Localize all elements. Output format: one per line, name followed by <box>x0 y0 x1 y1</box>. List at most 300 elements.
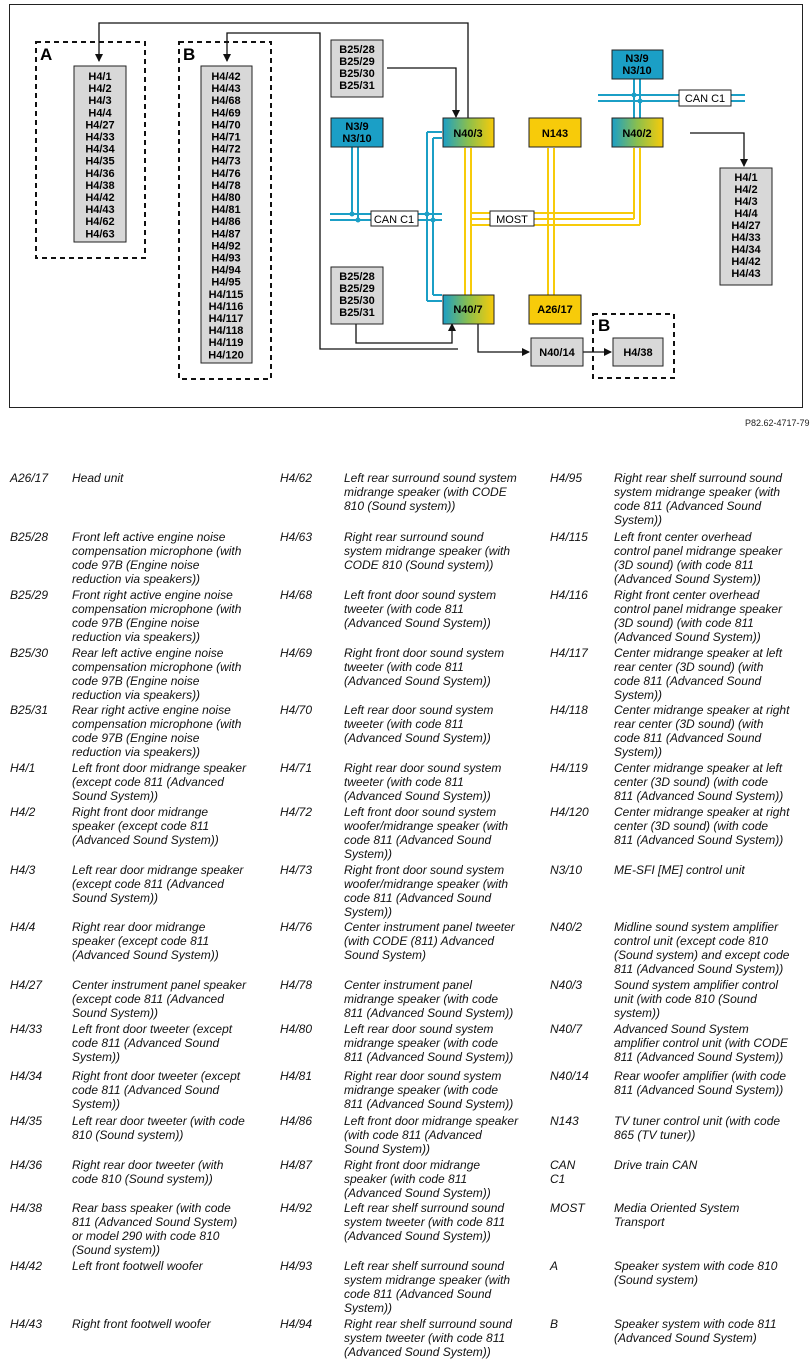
legend-description-line: (Advanced Sound System)) <box>344 731 491 745</box>
group-b-item: H4/116 <box>208 300 244 313</box>
legend-description-line: Advanced Sound System <box>614 1022 749 1036</box>
legend-description <box>614 530 799 586</box>
legend-description-line: 810 (Sound system)) <box>344 499 456 513</box>
legend-description <box>72 1317 257 1331</box>
n3-right-line2: N3/10 <box>622 65 652 77</box>
n40-2-output-item: H4/27 <box>731 220 761 232</box>
mic-top-item: B25/30 <box>339 68 375 80</box>
legend-description <box>344 1069 529 1111</box>
legend-description-line: 811 (Advanced Sound System)) <box>614 1050 784 1064</box>
group-b-label: B <box>183 45 196 64</box>
legend-description-line: CODE 810 (Sound system)) <box>344 558 494 572</box>
legend-description <box>614 761 799 803</box>
n40-2-output-item: H4/43 <box>731 268 761 280</box>
legend-code: H4/68 <box>280 588 313 602</box>
legend-description-line: (Advanced Sound System)) <box>344 674 491 688</box>
legend-description-line: (Advanced Sound System)) <box>344 1345 491 1359</box>
legend-description-line: Right front door midrange <box>344 1158 481 1172</box>
legend-code: N3/10 <box>550 863 583 877</box>
legend-description-line: (with code 811 (Advanced <box>344 1128 482 1142</box>
legend-description-line: code 811 (Advanced Sound <box>614 731 762 745</box>
legend-description-line: compensation microphone (with <box>72 660 242 674</box>
n40-3-label: N40/3 <box>453 128 483 140</box>
group-a-items <box>85 71 115 240</box>
legend-description-line: System)) <box>614 745 662 759</box>
group-b-item: H4/119 <box>208 337 244 350</box>
legend-code: A26/17 <box>10 471 49 485</box>
legend-description-line: Left front footwell woofer <box>72 1259 203 1273</box>
n3-right-line1: N3/9 <box>625 53 649 65</box>
legend-description-line: Center instrument panel speaker <box>72 978 247 992</box>
legend-description <box>72 646 257 702</box>
legend-description-line: compensation microphone (with <box>72 544 242 558</box>
group-a-item: H4/4 <box>88 107 112 120</box>
legend-description-line: 811 (Advanced Sound System)) <box>614 833 784 847</box>
legend-description-line: Media Oriented System <box>614 1201 740 1215</box>
legend-code: H4/76 <box>280 920 313 934</box>
n40-2-output-item: H4/1 <box>734 172 758 184</box>
legend-description-line: code 811 (Advanced Sound <box>614 499 762 513</box>
legend-code: H4/72 <box>280 805 313 819</box>
legend-description-line: System)) <box>614 513 662 527</box>
legend-description-line: midrange speaker (with code <box>344 1036 499 1050</box>
legend-description-line: code 811 (Advanced Sound <box>344 833 492 847</box>
legend-description-line: Right rear door midrange <box>72 920 206 934</box>
legend-code: H4/93 <box>280 1259 313 1273</box>
legend-description-line: speaker (except code 811 <box>72 934 210 948</box>
most-label: MOST <box>496 214 528 226</box>
n3-left-line2: N3/10 <box>342 133 372 145</box>
legend-description <box>614 588 799 644</box>
group-b-item: H4/72 <box>211 143 241 156</box>
n40-2-output-item: H4/33 <box>731 232 761 244</box>
legend-description-line: reduction via speakers)) <box>72 688 201 702</box>
legend-code: H4/69 <box>280 646 313 660</box>
legend-code: B25/28 <box>10 530 49 544</box>
legend-description <box>614 863 799 877</box>
legend-description-line: Head unit <box>72 471 124 485</box>
legend-description <box>614 1114 799 1142</box>
legend-description-line: Left rear surround sound system <box>344 471 517 485</box>
legend-description-line: (except code 811 (Advanced <box>72 877 224 891</box>
legend-code: H4/3 <box>10 863 36 877</box>
legend-description-line: system tweeter (with code 811 <box>344 1331 506 1345</box>
legend-description-line: (Advanced Sound System) <box>614 1331 757 1345</box>
legend-code: H4/36 <box>10 1158 43 1172</box>
legend-description <box>344 761 529 803</box>
legend-description-line: Drive train CAN <box>614 1158 698 1172</box>
group-a-item: H4/2 <box>88 83 112 96</box>
legend-description-line: Left front center overhead <box>614 530 752 544</box>
group-b-item: H4/73 <box>211 155 241 168</box>
legend-code: H4/27 <box>10 978 43 992</box>
legend-description <box>344 646 529 688</box>
group-b-item: H4/78 <box>211 179 241 192</box>
legend-description <box>614 1201 799 1229</box>
legend-description <box>72 978 257 1020</box>
legend-code: H4/38 <box>10 1201 43 1215</box>
legend-description-line: 811 (Advanced Sound System)) <box>614 1083 784 1097</box>
mic-top-item: B25/29 <box>339 56 375 68</box>
legend-description <box>614 1022 799 1064</box>
legend-description-line: speaker (except code 811 <box>72 819 210 833</box>
group-b-item: H4/95 <box>211 276 241 289</box>
group-a-label: A <box>40 45 53 64</box>
legend-description-line: Rear woofer amplifier (with code <box>614 1069 787 1083</box>
n40-2-output-item: H4/2 <box>734 184 758 196</box>
legend-description-line: Left rear shelf surround sound <box>344 1201 505 1215</box>
group-b-item: H4/70 <box>211 119 241 132</box>
legend-description-line: 811 (Advanced Sound System)) <box>614 789 784 803</box>
legend-description-line: (except code 811 (Advanced <box>72 992 224 1006</box>
legend-description-line: Right rear door sound system <box>344 761 502 775</box>
group-b-item: H4/87 <box>211 228 241 241</box>
legend-description <box>344 978 529 1020</box>
legend-code: H4/86 <box>280 1114 313 1128</box>
legend-description-line: (Advanced Sound System)) <box>344 1186 491 1200</box>
legend-description-line: Center midrange speaker at left <box>614 761 783 775</box>
legend-description <box>614 471 799 527</box>
legend-description-line: System)) <box>344 847 392 861</box>
n40-2-output-item: H4/3 <box>734 196 758 208</box>
legend-description-line: Right front door tweeter (except <box>72 1069 241 1083</box>
n40-2-output-item: H4/34 <box>731 244 761 256</box>
legend-description-line: center (3D sound) (with code <box>614 819 769 833</box>
legend-description-line: tweeter (with code 811 <box>344 660 464 674</box>
legend-description-line: Front right active engine noise <box>72 588 233 602</box>
group-a-item: H4/34 <box>85 143 115 156</box>
legend-description-line: reduction via speakers)) <box>72 745 201 759</box>
legend-code: H4/33 <box>10 1022 43 1036</box>
legend-description-line: Left front door sound system <box>344 805 497 819</box>
legend-code: H4/70 <box>280 703 313 717</box>
legend-description <box>344 1158 529 1200</box>
legend-description <box>344 703 529 745</box>
group-b-item: H4/117 <box>208 313 244 325</box>
legend-description-line: center (3D sound) (with code <box>614 775 769 789</box>
legend-code: N40/14 <box>550 1069 589 1083</box>
legend-code: H4/118 <box>550 703 588 717</box>
n40-2-output-item: H4/4 <box>734 208 758 220</box>
legend-code: H4/4 <box>10 920 36 934</box>
legend-description-line: 811 (Advanced Sound System)) <box>344 1006 514 1020</box>
legend-description-line: (Advanced Sound System)) <box>72 833 219 847</box>
legend-description-line: system midrange speaker (with <box>344 1273 511 1287</box>
legend-description-line: (Advanced Sound System)) <box>344 616 491 630</box>
mic-bottom-item: B25/29 <box>339 283 375 295</box>
legend-code: H4/94 <box>280 1317 313 1331</box>
n40-2-output-item: H4/42 <box>731 256 761 268</box>
legend-code: H4/35 <box>10 1114 43 1128</box>
legend-code: H4/63 <box>280 530 313 544</box>
legend-code: H4/92 <box>280 1201 313 1215</box>
legend-code: H4/71 <box>280 761 313 775</box>
legend-description-line: Right rear surround sound <box>344 530 484 544</box>
legend-code: H4/42 <box>10 1259 43 1273</box>
legend-description <box>72 1069 257 1111</box>
legend-code: H4/87 <box>280 1158 313 1172</box>
legend-description <box>614 978 799 1020</box>
legend-code: N40/2 <box>550 920 583 934</box>
legend-description-line: (with CODE (811) Advanced <box>344 934 495 948</box>
legend-description-line: Left rear door sound system <box>344 1022 494 1036</box>
legend-code: H4/81 <box>280 1069 313 1083</box>
legend-description-line: control unit (except code 810 <box>614 934 769 948</box>
group-b-item: H4/94 <box>211 264 241 277</box>
legend-code: H4/116 <box>550 588 588 602</box>
legend-description-line: woofer/midrange speaker (with <box>344 877 509 891</box>
group-b-item: H4/71 <box>211 131 241 144</box>
group-b-item: H4/81 <box>211 204 241 217</box>
legend-description-line: Right front center overhead <box>614 588 760 602</box>
legend-description-line: Right front door sound system <box>344 863 505 877</box>
legend-description-line: System)) <box>72 1097 120 1111</box>
legend-description-line: (3D sound) (with code 811 <box>614 616 754 630</box>
legend-code: B25/31 <box>10 703 49 717</box>
legend-description <box>614 1158 799 1172</box>
mic-top-item: B25/31 <box>339 80 375 92</box>
legend-description-line: speaker (with code 811 <box>344 1172 468 1186</box>
legend-description-line: Left rear door midrange speaker <box>72 863 244 877</box>
legend-description-line: code 810 (Sound system)) <box>72 1172 213 1186</box>
legend-code: H4/78 <box>280 978 313 992</box>
legend-description-line: (Advanced Sound System)) <box>614 630 761 644</box>
legend-description-line: system midrange speaker (with <box>344 544 511 558</box>
group-b-item: H4/120 <box>208 349 244 362</box>
legend-description-line: ME-SFI [ME] control unit <box>614 863 745 877</box>
legend-description-line: rear center (3D sound) (with <box>614 717 764 731</box>
mic-bottom-item: B25/30 <box>339 295 375 307</box>
group-a-item: H4/1 <box>88 71 112 83</box>
legend-code: H4/73 <box>280 863 313 877</box>
legend-description-line: Sound System)) <box>72 1006 159 1020</box>
legend-description <box>72 1022 257 1064</box>
legend-description-line: Rear bass speaker (with code <box>72 1201 231 1215</box>
legend-code: N143 <box>550 1114 579 1128</box>
legend-description-line: (Advanced Sound System)) <box>344 1229 491 1243</box>
legend-description <box>344 471 529 513</box>
mic-box-top-items <box>339 44 374 92</box>
legend-description-line: (Sound system)) <box>72 1243 161 1257</box>
group-a-item: H4/35 <box>85 155 115 168</box>
legend-description-line: Center midrange speaker at right <box>614 805 790 819</box>
group-b-item: H4/86 <box>211 216 241 229</box>
legend-description-line: Left front door sound system <box>344 588 497 602</box>
group-a-item: H4/27 <box>85 119 115 132</box>
legend-description-line: Center midrange speaker at left <box>614 646 783 660</box>
legend-code: H4/95 <box>550 471 583 485</box>
legend-description-line: (Advanced Sound System)) <box>72 948 219 962</box>
group-b-item: H4/76 <box>211 167 241 180</box>
group-b-item: H4/92 <box>211 240 241 253</box>
figure-reference: P82.62-4717-79 <box>745 418 810 428</box>
legend-description-line: Rear right active engine noise <box>72 703 231 717</box>
legend-description-line: tweeter (with code 811 <box>344 717 464 731</box>
legend-description <box>614 703 799 759</box>
legend-description-line: Left front door midrange speaker <box>344 1114 519 1128</box>
legend-description-line: reduction via speakers)) <box>72 572 201 586</box>
wiring-diagram <box>0 0 811 420</box>
legend-description <box>344 920 529 962</box>
legend-description-line: Left rear door sound system <box>344 703 494 717</box>
legend-code: H4/119 <box>550 761 588 775</box>
legend-description-line: TV tuner control unit (with code <box>614 1114 781 1128</box>
n3-left-line1: N3/9 <box>345 121 369 133</box>
legend-description <box>344 805 529 861</box>
group-a-item: H4/63 <box>85 228 115 241</box>
legend-code: H4/80 <box>280 1022 313 1036</box>
legend-description-line: reduction via speakers)) <box>72 630 201 644</box>
diagram-frame <box>10 5 803 408</box>
mic-box-bottom-items <box>339 271 374 319</box>
legend-description <box>614 1259 799 1287</box>
legend-code: H4/43 <box>10 1317 43 1331</box>
can-right-label: CAN C1 <box>684 93 726 105</box>
legend-code: H4/1 <box>10 761 36 775</box>
legend-description-line: or model 290 with code 810 <box>72 1229 220 1243</box>
legend-description-line: System)) <box>72 1050 120 1064</box>
legend-description-line: compensation microphone (with <box>72 717 242 731</box>
legend-description-line: Speaker system with code 811 <box>614 1317 777 1331</box>
legend-description-line: Sound System)) <box>344 1142 431 1156</box>
legend-description-line: 810 (Sound system)) <box>72 1128 184 1142</box>
legend-description-line: Transport <box>614 1215 665 1229</box>
n40-7-label: N40/7 <box>453 304 483 316</box>
legend-description <box>72 703 257 759</box>
legend-description <box>614 1317 799 1345</box>
legend-code: H4/115 <box>550 530 588 544</box>
legend-description <box>72 1114 257 1142</box>
legend-description <box>614 920 799 976</box>
legend-description <box>344 588 529 630</box>
legend-description-line: Center instrument panel <box>344 978 473 992</box>
legend-code: H4/117 <box>550 646 588 660</box>
legend-description-line: (3D sound) (with code 811 <box>614 558 754 572</box>
legend-description-line: System)) <box>614 688 662 702</box>
mic-bottom-item: B25/28 <box>339 271 375 283</box>
legend-description-line: 865 (TV tuner)) <box>614 1128 696 1142</box>
legend-description-line: code 811 (Advanced Sound <box>344 891 492 905</box>
legend-code: B25/30 <box>10 646 49 660</box>
legend-description-line: Rear left active engine noise <box>72 646 224 660</box>
group-a-item: H4/33 <box>85 131 115 144</box>
legend-description <box>344 530 529 572</box>
mic-top-item: B25/28 <box>339 44 375 56</box>
legend-description-line: Center instrument panel tweeter <box>344 920 515 934</box>
group-b-items <box>208 71 243 361</box>
legend-description <box>344 863 529 919</box>
legend-code: B25/29 <box>10 588 49 602</box>
legend-description-line: (Sound system) <box>614 1273 699 1287</box>
group-b-item: H4/118 <box>208 325 244 338</box>
legend-description-line: Sound System) <box>344 948 427 962</box>
group-b-item: H4/80 <box>211 192 241 204</box>
a26-17-label: A26/17 <box>537 304 573 316</box>
group-a-item: H4/42 <box>85 192 115 204</box>
legend-description-line: system)) <box>614 1006 660 1020</box>
legend-description <box>344 1201 529 1243</box>
legend-description-line: 811 (Advanced Sound System) <box>72 1215 238 1229</box>
legend-code: H4/34 <box>10 1069 43 1083</box>
legend-description-line: code 811 (Advanced Sound <box>72 1083 220 1097</box>
legend-description-line: System)) <box>344 1301 392 1315</box>
legend-description-line: Right rear shelf surround sound <box>614 471 783 485</box>
legend-description-line: code 811 (Advanced Sound <box>344 1287 492 1301</box>
legend-description-line: code 811 (Advanced Sound <box>614 674 762 688</box>
legend-description-line: Right front footwell woofer <box>72 1317 211 1331</box>
legend-description-line: unit (with code 810 (Sound <box>614 992 757 1006</box>
h4-38-label: H4/38 <box>623 347 653 359</box>
legend-description-line: code 811 (Advanced Sound <box>72 1036 220 1050</box>
legend-description-line: Sound System)) <box>72 789 159 803</box>
n40-14-label: N40/14 <box>539 347 575 359</box>
legend-description-line: tweeter (with code 811 <box>344 775 464 789</box>
legend-description <box>72 471 257 485</box>
legend-description-line: (Sound system) and except code <box>614 948 790 962</box>
legend-description-line: compensation microphone (with <box>72 602 242 616</box>
legend-code: CAN C1 <box>550 1158 576 1186</box>
group-b-item: H4/69 <box>211 107 241 120</box>
can-left-label: CAN C1 <box>373 214 415 226</box>
n40-2-output-items <box>731 172 761 280</box>
legend-description <box>344 1114 529 1156</box>
legend-description-line: (Advanced Sound System)) <box>614 572 761 586</box>
group-a-item: H4/38 <box>85 179 115 192</box>
legend-description <box>72 530 257 586</box>
legend-description-line: Front left active engine noise <box>72 530 226 544</box>
legend-description-line: (Advanced Sound System)) <box>344 789 491 803</box>
legend-code: A <box>550 1259 559 1273</box>
legend-description <box>344 1022 529 1064</box>
n40-2-label: N40/2 <box>622 128 652 140</box>
group-a-item: H4/3 <box>88 95 112 108</box>
legend-description-line: Sound System)) <box>72 891 159 905</box>
legend-description <box>72 920 257 962</box>
legend-description-line: code 97B (Engine noise <box>72 558 200 572</box>
legend-code: N40/3 <box>550 978 583 992</box>
legend-code: MOST <box>550 1201 585 1215</box>
legend-code: H4/120 <box>550 805 589 819</box>
legend-description-line: Left front door tweeter (except <box>72 1022 233 1036</box>
legend-description-line: tweeter (with code 811 <box>344 602 464 616</box>
legend-description-line: midrange speaker (with code <box>344 1083 499 1097</box>
legend-description <box>72 1201 257 1257</box>
legend-description-line: amplifier control unit (with CODE <box>614 1036 789 1050</box>
legend-description-line: Right rear shelf surround sound <box>344 1317 513 1331</box>
group-b-item: H4/68 <box>211 95 241 108</box>
legend-description <box>72 863 257 905</box>
legend-description <box>72 761 257 803</box>
legend-description-line: midrange speaker (with CODE <box>344 485 507 499</box>
legend-description <box>72 1158 257 1186</box>
legend-description-line: Left rear door tweeter (with code <box>72 1114 245 1128</box>
legend-description-line: Center midrange speaker at right <box>614 703 790 717</box>
group-b-item: H4/42 <box>211 71 241 83</box>
group-b-item: H4/115 <box>208 288 244 301</box>
legend-description <box>614 646 799 702</box>
group-b-item: H4/43 <box>211 83 241 96</box>
legend-description-line: Right front door sound system <box>344 646 505 660</box>
legend-code: N40/7 <box>550 1022 583 1036</box>
legend-description-line: Left rear shelf surround sound <box>344 1259 505 1273</box>
legend-description-line: midrange speaker (with code <box>344 992 499 1006</box>
legend-code: B <box>550 1317 559 1331</box>
legend-description-line: 811 (Advanced Sound System)) <box>344 1097 514 1111</box>
legend-description-line: system midrange speaker (with <box>614 485 781 499</box>
legend-description-line: 811 (Advanced Sound System)) <box>614 962 784 976</box>
legend-description-line: Speaker system with code 810 <box>614 1259 778 1273</box>
legend-description-line: Right front door midrange <box>72 805 209 819</box>
